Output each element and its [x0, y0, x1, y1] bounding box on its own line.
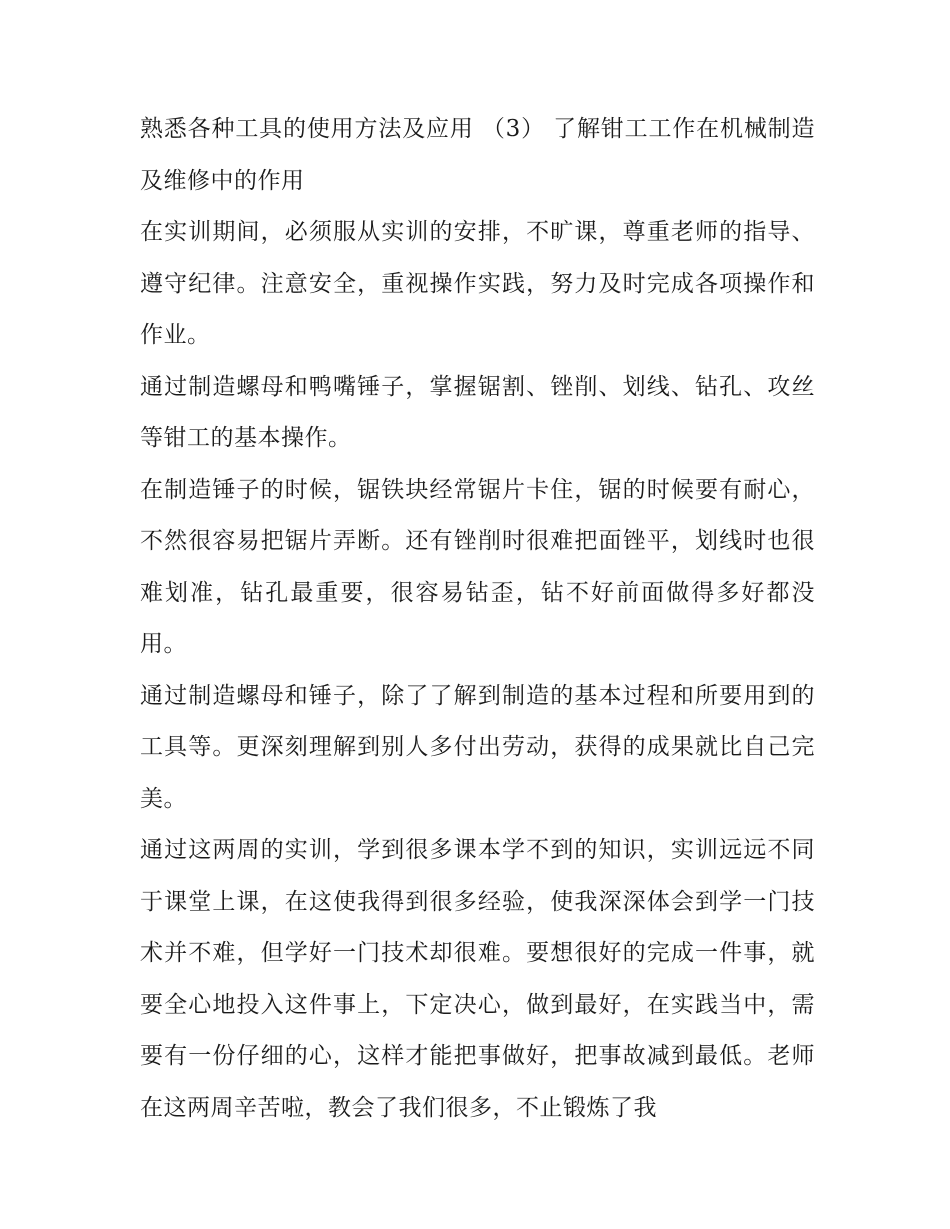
paragraph-4: 在制造锤子的时候，锯铁块经常锯片卡住，锯的时候要有耐心，不然很容易把锯片弄断。还有锉削时很难把面锉平，划线时也很难划准，钻孔最重要，很容易钻歪，钻不好前面做得多好都没用。 — [140, 476, 815, 657]
paragraph-2: 在实训期间，必须服从实训的安排，不旷课，尊重老师的指导、遵守纪律。注意安全，重视操作实践，努力及时完成各项操作和作业。 — [140, 219, 815, 348]
paragraph-3: 通过制造螺母和鸭嘴锤子，掌握锯割、锉削、划线、钻孔、攻丝等钳工的基本操作。 — [140, 373, 815, 451]
paragraph-6: 通过这两周的实训，学到很多课本学不到的知识，实训远远不同于课堂上课，在这使我得到很多经验，使我深深体会到学一门技术并不难，但学好一门技术却很难。要想很好的完成一件事，就要全心地投入这件事上，下定决心，做到最好，在实践当中，需要有一份仔细的心，这样才能把事做好，把事故减到最低。老师在这两周辛苦啦，教会了我们很多，不止锻炼了我 — [140, 837, 815, 1121]
paragraph-5: 通过制造螺母和锤子，除了了解到制造的基本过程和所要用到的工具等。更深刻理解到别人多付出劳动，获得的成果就比自己完美。 — [140, 682, 815, 812]
paragraph-1: 熟悉各种工具的使用方法及应用 （3） 了解钳工工作在机械制造及维修中的作用 — [140, 116, 815, 194]
document-body — [140, 104, 815, 1134]
